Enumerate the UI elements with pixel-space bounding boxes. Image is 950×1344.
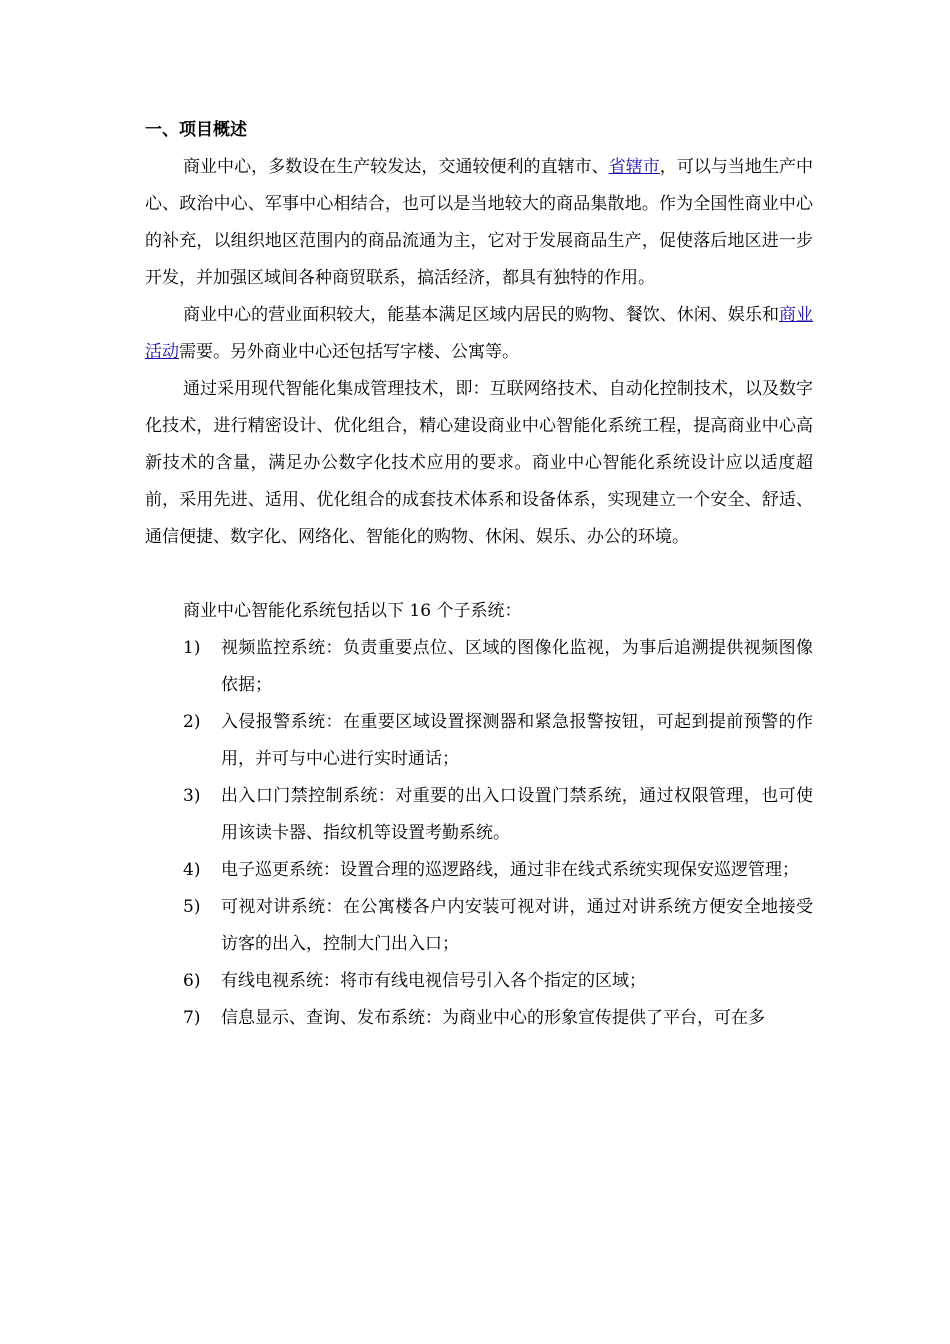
subsystems-intro: 商业中心智能化系统包括以下 16 个子系统： [183,601,522,621]
list-item [145,630,813,704]
list-item [145,778,813,852]
list-item-text: 出入口门禁控制系统：对重要的出入口设置门禁系统，通过权限管理，也可使用该读卡器、指纹机等设置考勤系统。 [221,786,813,843]
list-item [145,963,813,1000]
paragraph-area [145,297,813,371]
list-item [145,1000,813,1037]
list-item-text: 视频监控系统：负责重要点位、区域的图像化监视，为事后追溯提供视频图像依据； [221,638,813,695]
list-item-number: 7) [183,1008,201,1028]
paragraph-technology: 通过采用现代智能化集成管理技术，即：互联网络技术、自动化控制技术，以及数字化技术，进行精密设计、优化组合，精心建设商业中心智能化系统工程，提高商业中心高新技术的含量，满足办公数字化技术应用的要求。商业中心智能化系统设计应以适度超前，采用先进、适用、优化组合的成套技术体系和设备体系，实现建立一个安全、舒适、通信便捷、数字化、网络化、智能化的购物、休闲、娱乐、办公的环境。 [145,379,813,547]
document-page [145,112,813,1037]
list-item-number: 4) [183,860,201,880]
subsystem-list [145,630,813,1037]
list-item-text: 电子巡更系统：设置合理的巡逻路线，通过非在线式系统实现保安巡逻管理； [221,860,799,880]
list-item-number: 1) [183,638,201,658]
list-item [145,889,813,963]
paragraph-area-text-2: 需要。另外商业中心还包括写字楼、公寓等。 [179,342,519,362]
list-item-text: 入侵报警系统：在重要区域设置探测器和紧急报警按钮，可起到提前预警的作用，并可与中心进行实时通话； [221,712,813,769]
section-heading: 一、项目概述 [145,120,247,140]
link-commercial-activity[interactable]: 商业活动 [145,305,814,362]
blank-line [145,556,813,593]
list-item-number: 6) [183,971,201,991]
paragraph-area-text-1: 商业中心的营业面积较大，能基本满足区域内居民的购物、餐饮、休闲、娱乐和 [183,305,779,325]
list-item [145,852,813,889]
list-item-text: 有线电视系统：将市有线电视信号引入各个指定的区域； [221,971,646,991]
paragraph-overview-text-1: 商业中心，多数设在生产较发达，交通较便利的直辖市、 [183,157,609,177]
list-item-number: 5) [183,897,201,917]
link-provincial-city[interactable]: 省辖市 [608,157,660,177]
paragraph-overview-text-2: ，可以与当地生产中心、政治中心、军事中心相结合，也可以是当地较大的商品集散地。作为全国性商业中心的补充，以组织地区范围内的商品流通为主，它对于发展商品生产，促使落后地区进一步开发，并加强区域间各种商贸联系，搞活经济，都具有独特的作用。 [145,157,814,288]
list-item [145,704,813,778]
list-item-number: 2) [183,712,201,732]
list-item-number: 3) [183,786,201,806]
list-item-text: 可视对讲系统：在公寓楼各户内安装可视对讲，通过对讲系统方便安全地接受访客的出入，控制大门出入口； [221,897,813,954]
list-item-text: 信息显示、查询、发布系统：为商业中心的形象宣传提供了平台，可在多 [221,1008,765,1028]
paragraph-overview [145,149,813,297]
